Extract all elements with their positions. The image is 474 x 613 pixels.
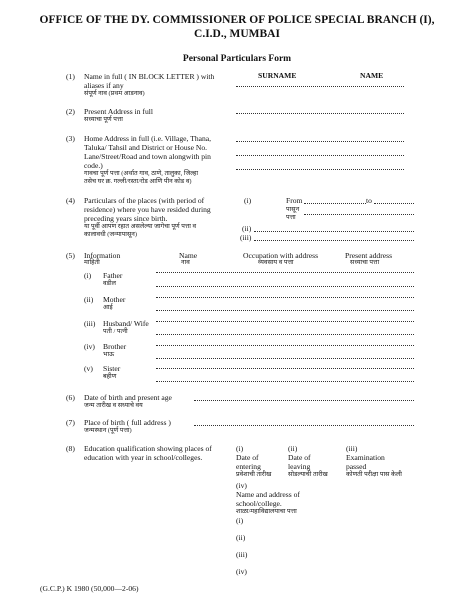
q3-address-line-2[interactable] [236,155,404,156]
q3-address-line-1[interactable] [236,141,404,142]
q5-col-name: Name [179,251,198,260]
item-number: (1) [66,72,75,81]
q8-row-ii: (ii) [236,533,246,542]
q4-item-ii: (ii) [242,224,252,233]
q8-label-2: education with year in school/colleges. [84,453,203,462]
q4-label-1: Particulars of the places (with period of [84,196,205,205]
relation-mother-marathi: आई [103,304,113,311]
q3-label-1: Home Address in full (i.e. Village, Thana, [84,134,212,143]
relation-father: Father [103,271,123,280]
q8-col-ii-num: (ii) [288,444,298,453]
name-column-header: NAME [360,71,384,80]
q5-col-name-marathi: नाव [181,259,190,266]
brother-field-2[interactable] [156,358,414,359]
q5-col-occupation: Occupation with address [243,251,319,260]
q5-label: Information [84,251,121,260]
q2-address-field[interactable] [236,113,404,114]
q5-col-occupation-marathi: व्यवसाय व पत्ता [258,259,294,266]
surname-column-header: SURNAME [258,71,297,80]
item-number: (4) [66,196,75,205]
office-title-line2: C.I.D., MUMBAI [194,28,280,40]
office-title-line1: OFFICE OF THE DY. COMMISSIONER OF POLICE SPECIAL BRANCH (I), [39,14,435,26]
item-number: (7) [66,418,75,427]
q3-marathi-2: तसेच घर क्र. गल्ली/रस्ता/रोड आणि पीन कोड व) [84,178,192,185]
q8-row-i: (i) [236,516,244,525]
q8-label-1: Education qualification showing places of [84,444,212,453]
spouse-field-2[interactable] [156,334,414,335]
q8-col-ii-a: Date of [288,453,311,462]
dob-age-field[interactable] [194,400,414,401]
q8-col-iv-num: (iv) [236,481,247,490]
q8-col-i-marathi: प्रवेशाची तारीख [236,471,272,478]
q8-col-i-a: Date of [236,453,259,462]
q8-col-iii-b: passed [346,462,367,471]
q4-marathi-from: पासून [286,206,300,213]
q1-label-aliases: aliases if any [84,81,124,90]
q1-label: Name in full ( IN BLOCK LETTER ) with [84,72,215,81]
item-number: (8) [66,444,75,453]
q4-label-2: residence) where you have resided during [84,205,211,214]
q4-to-label: to [366,196,372,205]
relation-number: (iv) [84,342,95,351]
q3-label-2: Taluka/ Tahsil and District or House No. [84,143,208,152]
mother-field-2[interactable] [156,310,414,311]
relation-father-marathi: वडील [103,280,116,287]
q8-row-iii: (iii) [236,550,248,559]
q8-col-i-num: (i) [236,444,244,453]
relation-sister-marathi: बहीण [103,373,117,380]
q3-address-line-3[interactable] [236,169,404,170]
q4-to-field[interactable] [374,203,414,204]
relation-number: (v) [84,364,93,373]
q3-marathi-1: गावचा पूर्ण पत्ता (अर्थात गाव, ठाणे, तालुका, जिल्हा [84,170,199,177]
mother-field-1[interactable] [156,297,414,298]
q8-col-ii-marathi: सोडल्याची तारीख [288,471,328,478]
q4-from-field[interactable] [304,203,366,204]
relation-spouse-marathi: पती / पत्नी [103,328,128,335]
q4-marathi-2: कालावधी (जन्मापासून) [84,231,137,238]
q4-item-i: (i) [244,196,252,205]
q8-row-iv: (iv) [236,567,247,576]
q4-field-iii[interactable] [254,240,414,241]
spouse-field-1[interactable] [156,321,414,322]
q6-marathi: जन्म तारीख व सध्याचे वय [84,402,143,409]
brother-field-1[interactable] [156,345,414,346]
q3-label-4: code.) [84,161,103,170]
item-number: (6) [66,393,75,402]
relation-brother-marathi: भाऊ [103,351,115,358]
q8-col-iv-marathi: शाळा/महाविद्यालयाचा पत्ता [236,508,297,515]
q2-marathi: सध्याचा पूर्ण पत्ता [84,116,123,123]
q1-marathi: संपूर्ण नाव (प्रथम आडनाव) [84,90,145,97]
q3-label-3: Lane/Street/Road and town alongwith pin [84,152,211,161]
q8-col-iv-b: school/college. [236,499,282,508]
relation-sister: Sister [103,364,121,373]
item-number: (5) [66,251,75,260]
father-field-1[interactable] [156,272,414,273]
birthplace-field[interactable] [194,425,414,426]
q5-col-address-marathi: सध्याचा पत्ता [350,259,380,266]
q8-col-iii-marathi: कोणती परीक्षा पास केली [346,471,402,478]
q4-field-ii[interactable] [254,231,414,232]
relation-spouse: Husband/ Wife [103,319,149,328]
q4-from-label: From [286,196,303,205]
sister-field-2[interactable] [156,381,414,382]
relation-mother: Mother [103,295,126,304]
relation-number: (ii) [84,295,94,304]
item-number: (2) [66,107,75,116]
q5-marathi: माहिती [84,259,100,266]
q8-col-iv-a: Name and address of [236,490,300,499]
relation-brother: Brother [103,342,127,351]
form-code-footer: (G.C.P.) K 1980 (50,000—2-06) [40,584,139,593]
q2-label: Present Address in full [84,107,153,116]
q8-col-iii-a: Examination [346,453,385,462]
q7-marathi: जन्मस्थान (पूर्ण पत्ता) [84,427,132,434]
relation-number: (i) [84,271,92,280]
q8-col-i-b: entering [236,462,261,471]
q4-address-field-i[interactable] [304,214,414,215]
q8-col-ii-b: leaving [288,462,311,471]
q6-label: Date of birth and present age [84,393,172,402]
q4-item-iii: (iii) [240,233,252,242]
item-number: (3) [66,134,75,143]
form-title: Personal Particulars Form [182,54,292,64]
q5-col-address: Present address [345,251,393,260]
q7-label: Place of birth ( full address ) [84,418,171,427]
q1-name-field[interactable] [236,86,404,87]
q4-marathi-address: पत्ता [286,214,296,221]
q4-marathi-1: या पूर्वी आपण रहात असलेल्या जागेचा पूर्ण पत्ता व [84,223,197,230]
q8-col-iii-num: (iii) [346,444,358,453]
sister-field-1[interactable] [156,368,414,369]
father-field-2[interactable] [156,286,414,287]
relation-number: (iii) [84,319,96,328]
q4-label-3: preceding years since birth. [84,214,168,223]
